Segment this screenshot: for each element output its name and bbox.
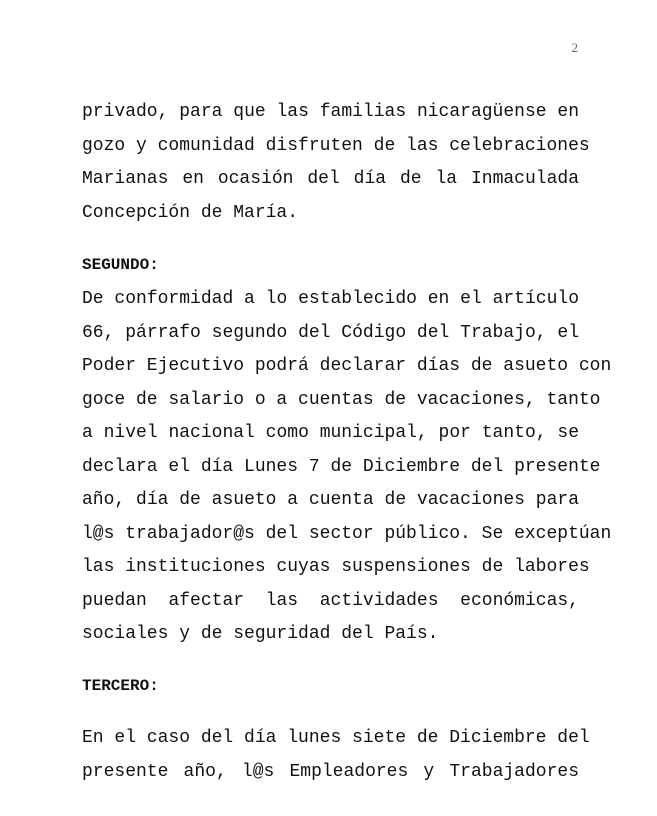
paragraph-line: l@s trabajador@s del sector público. Se exceptúan <box>82 523 612 544</box>
section-heading-tercero: TERCERO: <box>82 677 159 695</box>
paragraph-line: declara el día Lunes 7 de Diciembre del presente <box>82 456 601 477</box>
paragraph-line: goce de salario o a cuentas de vacaciones, tanto <box>82 389 601 410</box>
paragraph-line: sociales y de seguridad del País. <box>82 624 439 644</box>
paragraph-line: Poder Ejecutivo podrá declarar días de asueto con <box>82 356 612 376</box>
paragraph-continuation <box>82 96 590 230</box>
paragraph-line: 66, párrafo segundo del Código del Trabajo, el <box>82 322 579 343</box>
paragraph-line: En el caso del día lunes siete de Diciembre del <box>82 728 590 748</box>
page-number: 2 <box>571 40 578 55</box>
paragraph-line: gozo y comunidad disfruten de las celebraciones <box>82 135 590 156</box>
paragraph-line: las instituciones cuyas suspensiones de labores <box>82 557 590 577</box>
paragraph-line: presente año, l@s Empleadores y Trabajadores <box>82 761 579 782</box>
section-heading-segundo: SEGUNDO: <box>82 256 159 274</box>
paragraph-line: De conformidad a lo establecido en el artículo <box>82 289 579 309</box>
paragraph-line: a nivel nacional como municipal, por tanto, se <box>82 423 579 443</box>
paragraph-line: Marianas en ocasión del día de la Inmaculada <box>82 169 579 189</box>
paragraph-line: puedan afectar las actividades económicas, <box>82 590 579 611</box>
paragraph-line: año, día de asueto a cuenta de vacaciones para <box>82 490 579 510</box>
paragraph-line: privado, para que las familias nicaragüense en <box>82 102 579 122</box>
paragraph-segundo <box>82 283 612 652</box>
paragraph-line: Concepción de María. <box>82 202 299 223</box>
paragraph-tercero <box>82 722 590 789</box>
